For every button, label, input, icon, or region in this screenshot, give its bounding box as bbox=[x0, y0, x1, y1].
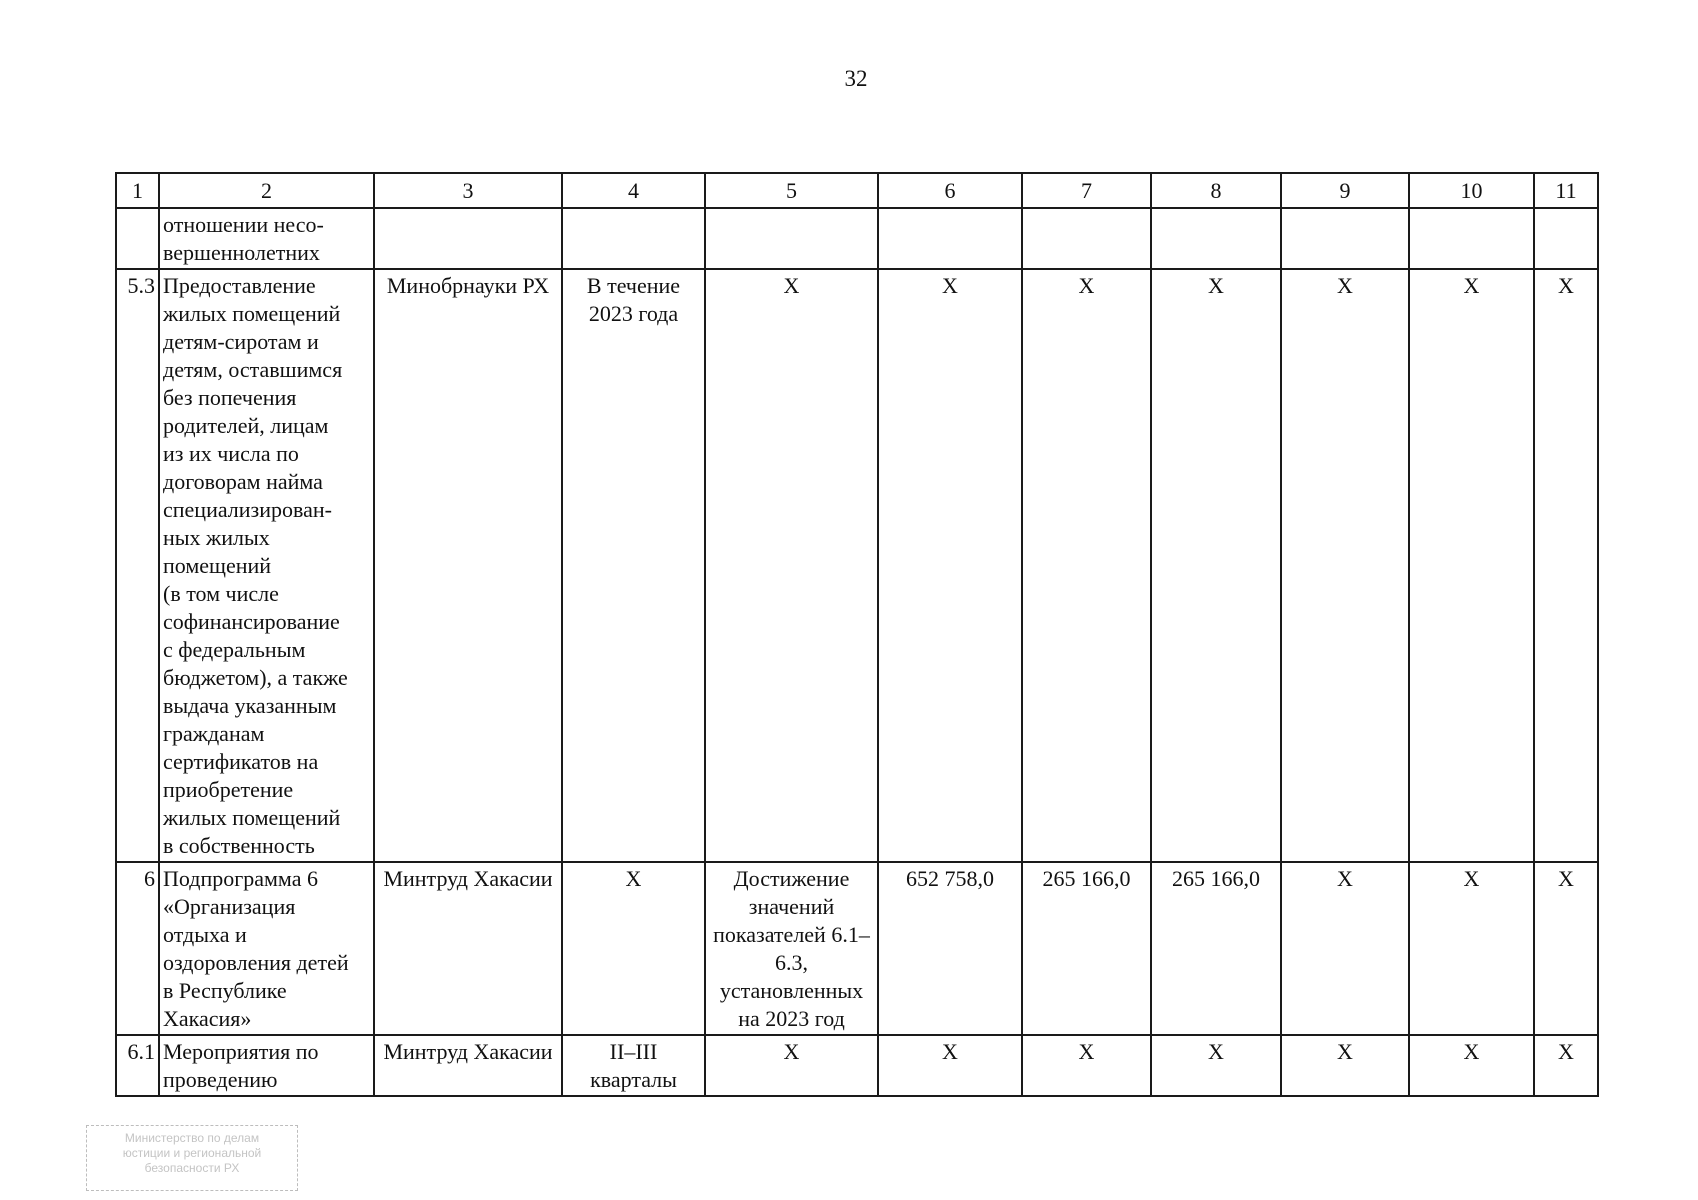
value-cell-8: Х bbox=[1151, 269, 1281, 862]
column-header: 2 bbox=[159, 173, 374, 208]
column-header: 5 bbox=[705, 173, 878, 208]
value-cell-6: 652 758,0 bbox=[878, 862, 1022, 1035]
value-cell-11: Х bbox=[1534, 269, 1598, 862]
value-cell-6: Х bbox=[878, 1035, 1022, 1096]
table-row bbox=[116, 269, 1598, 862]
result-cell bbox=[705, 208, 878, 269]
measure-name-line: отношении несо- bbox=[163, 212, 324, 237]
measure-name-line: «Организация bbox=[163, 894, 296, 919]
value-cell-9 bbox=[1281, 208, 1409, 269]
value-cell-10: Х bbox=[1409, 1035, 1534, 1096]
column-header: 10 bbox=[1409, 173, 1534, 208]
measure-name-line: в собственность bbox=[163, 833, 315, 858]
measure-name-line: в Республике bbox=[163, 978, 287, 1003]
value-cell-8: Х bbox=[1151, 1035, 1281, 1096]
measure-name-cell bbox=[159, 269, 374, 862]
row-number-cell: 6.1 bbox=[116, 1035, 159, 1096]
column-header: 9 bbox=[1281, 173, 1409, 208]
executor-cell: Минобрнауки РХ bbox=[374, 269, 562, 862]
measure-name-line: помещений bbox=[163, 553, 272, 578]
value-cell-7: Х bbox=[1022, 269, 1151, 862]
measure-name-line: приобретение bbox=[163, 777, 294, 802]
value-cell-9: Х bbox=[1281, 862, 1409, 1035]
measure-name-cell bbox=[159, 1035, 374, 1096]
value-cell-9: Х bbox=[1281, 269, 1409, 862]
measure-name-line: (в том числе bbox=[163, 581, 279, 606]
measure-name-line: Подпрограмма 6 bbox=[163, 866, 318, 891]
measure-name-line: детям-сиротам и bbox=[163, 329, 319, 354]
measure-name-line: из их числа по bbox=[163, 441, 299, 466]
measure-name-line: бюджетом), а также bbox=[163, 665, 348, 690]
measure-name-line: сертификатов на bbox=[163, 749, 319, 774]
value-cell-11: Х bbox=[1534, 1035, 1598, 1096]
table-row bbox=[116, 1035, 1598, 1096]
registration-stamp bbox=[86, 1125, 298, 1191]
measure-name-line: ных жилых bbox=[163, 525, 270, 550]
period-cell bbox=[562, 208, 705, 269]
table-row bbox=[116, 208, 1598, 269]
measure-name-cell bbox=[159, 208, 374, 269]
table-row bbox=[116, 862, 1598, 1035]
row-number-cell: 6 bbox=[116, 862, 159, 1035]
executor-cell: Минтруд Хакасии bbox=[374, 862, 562, 1035]
column-header: 8 bbox=[1151, 173, 1281, 208]
stamp-line: юстиции и региональной bbox=[122, 1146, 262, 1160]
measure-name-line: Мероприятия по bbox=[163, 1039, 319, 1064]
measure-name-line: Предоставление bbox=[163, 273, 316, 298]
row-number-cell bbox=[116, 208, 159, 269]
column-header: 7 bbox=[1022, 173, 1151, 208]
measure-name-line: Хакасия» bbox=[163, 1006, 252, 1031]
page-number: 32 bbox=[844, 66, 868, 91]
column-header: 6 bbox=[878, 173, 1022, 208]
value-cell-10: Х bbox=[1409, 269, 1534, 862]
measure-name-line: жилых помещений bbox=[163, 301, 341, 326]
measure-name-line: гражданам bbox=[163, 721, 265, 746]
measure-name-line: отдыха и bbox=[163, 922, 247, 947]
measure-name-line: детям, оставшимся bbox=[163, 357, 343, 382]
value-cell-6 bbox=[878, 208, 1022, 269]
table-body bbox=[116, 208, 1598, 1096]
measure-name-line: с федеральным bbox=[163, 637, 306, 662]
value-cell-7: 265 166,0 bbox=[1022, 862, 1151, 1035]
executor-cell: Минтруд Хакасии bbox=[374, 1035, 562, 1096]
measure-name-line: без попечения bbox=[163, 385, 297, 410]
result-cell: Х bbox=[705, 1035, 878, 1096]
period-cell: В течение 2023 года bbox=[562, 269, 705, 862]
period-cell: Х bbox=[562, 862, 705, 1035]
measure-name-line: выдача указанным bbox=[163, 693, 337, 718]
result-cell: Достижение значений показателей 6.1–6.3, установленных на 2023 год bbox=[705, 862, 878, 1035]
executor-cell bbox=[374, 208, 562, 269]
value-cell-8: 265 166,0 bbox=[1151, 862, 1281, 1035]
stamp-line: Министерство по делам bbox=[124, 1131, 260, 1145]
value-cell-11 bbox=[1534, 208, 1598, 269]
measure-name-cell bbox=[159, 862, 374, 1035]
measure-name-line: проведению bbox=[163, 1067, 278, 1092]
value-cell-10 bbox=[1409, 208, 1534, 269]
measure-name-line: специализирован- bbox=[163, 497, 332, 522]
value-cell-9: Х bbox=[1281, 1035, 1409, 1096]
value-cell-10: Х bbox=[1409, 862, 1534, 1035]
value-cell-11: Х bbox=[1534, 862, 1598, 1035]
value-cell-7 bbox=[1022, 208, 1151, 269]
measure-name-line: договорам найма bbox=[163, 469, 323, 494]
value-cell-8 bbox=[1151, 208, 1281, 269]
column-header: 1 bbox=[116, 173, 159, 208]
period-cell: II–III кварталы bbox=[562, 1035, 705, 1096]
value-cell-6: Х bbox=[878, 269, 1022, 862]
column-header: 4 bbox=[562, 173, 705, 208]
measure-name-line: софинансирование bbox=[163, 609, 340, 634]
measure-name-line: родителей, лицам bbox=[163, 413, 329, 438]
header-row bbox=[116, 173, 1598, 208]
measure-name-line: вершеннолетних bbox=[163, 240, 320, 265]
column-header: 11 bbox=[1534, 173, 1598, 208]
row-number-cell: 5.3 bbox=[116, 269, 159, 862]
value-cell-7: Х bbox=[1022, 1035, 1151, 1096]
measure-name-line: оздоровления детей bbox=[163, 950, 349, 975]
result-cell: Х bbox=[705, 269, 878, 862]
column-header: 3 bbox=[374, 173, 562, 208]
stamp-line: безопасности РХ bbox=[144, 1161, 240, 1175]
measure-name-line: жилых помещений bbox=[163, 805, 341, 830]
plan-table bbox=[115, 172, 1599, 1097]
